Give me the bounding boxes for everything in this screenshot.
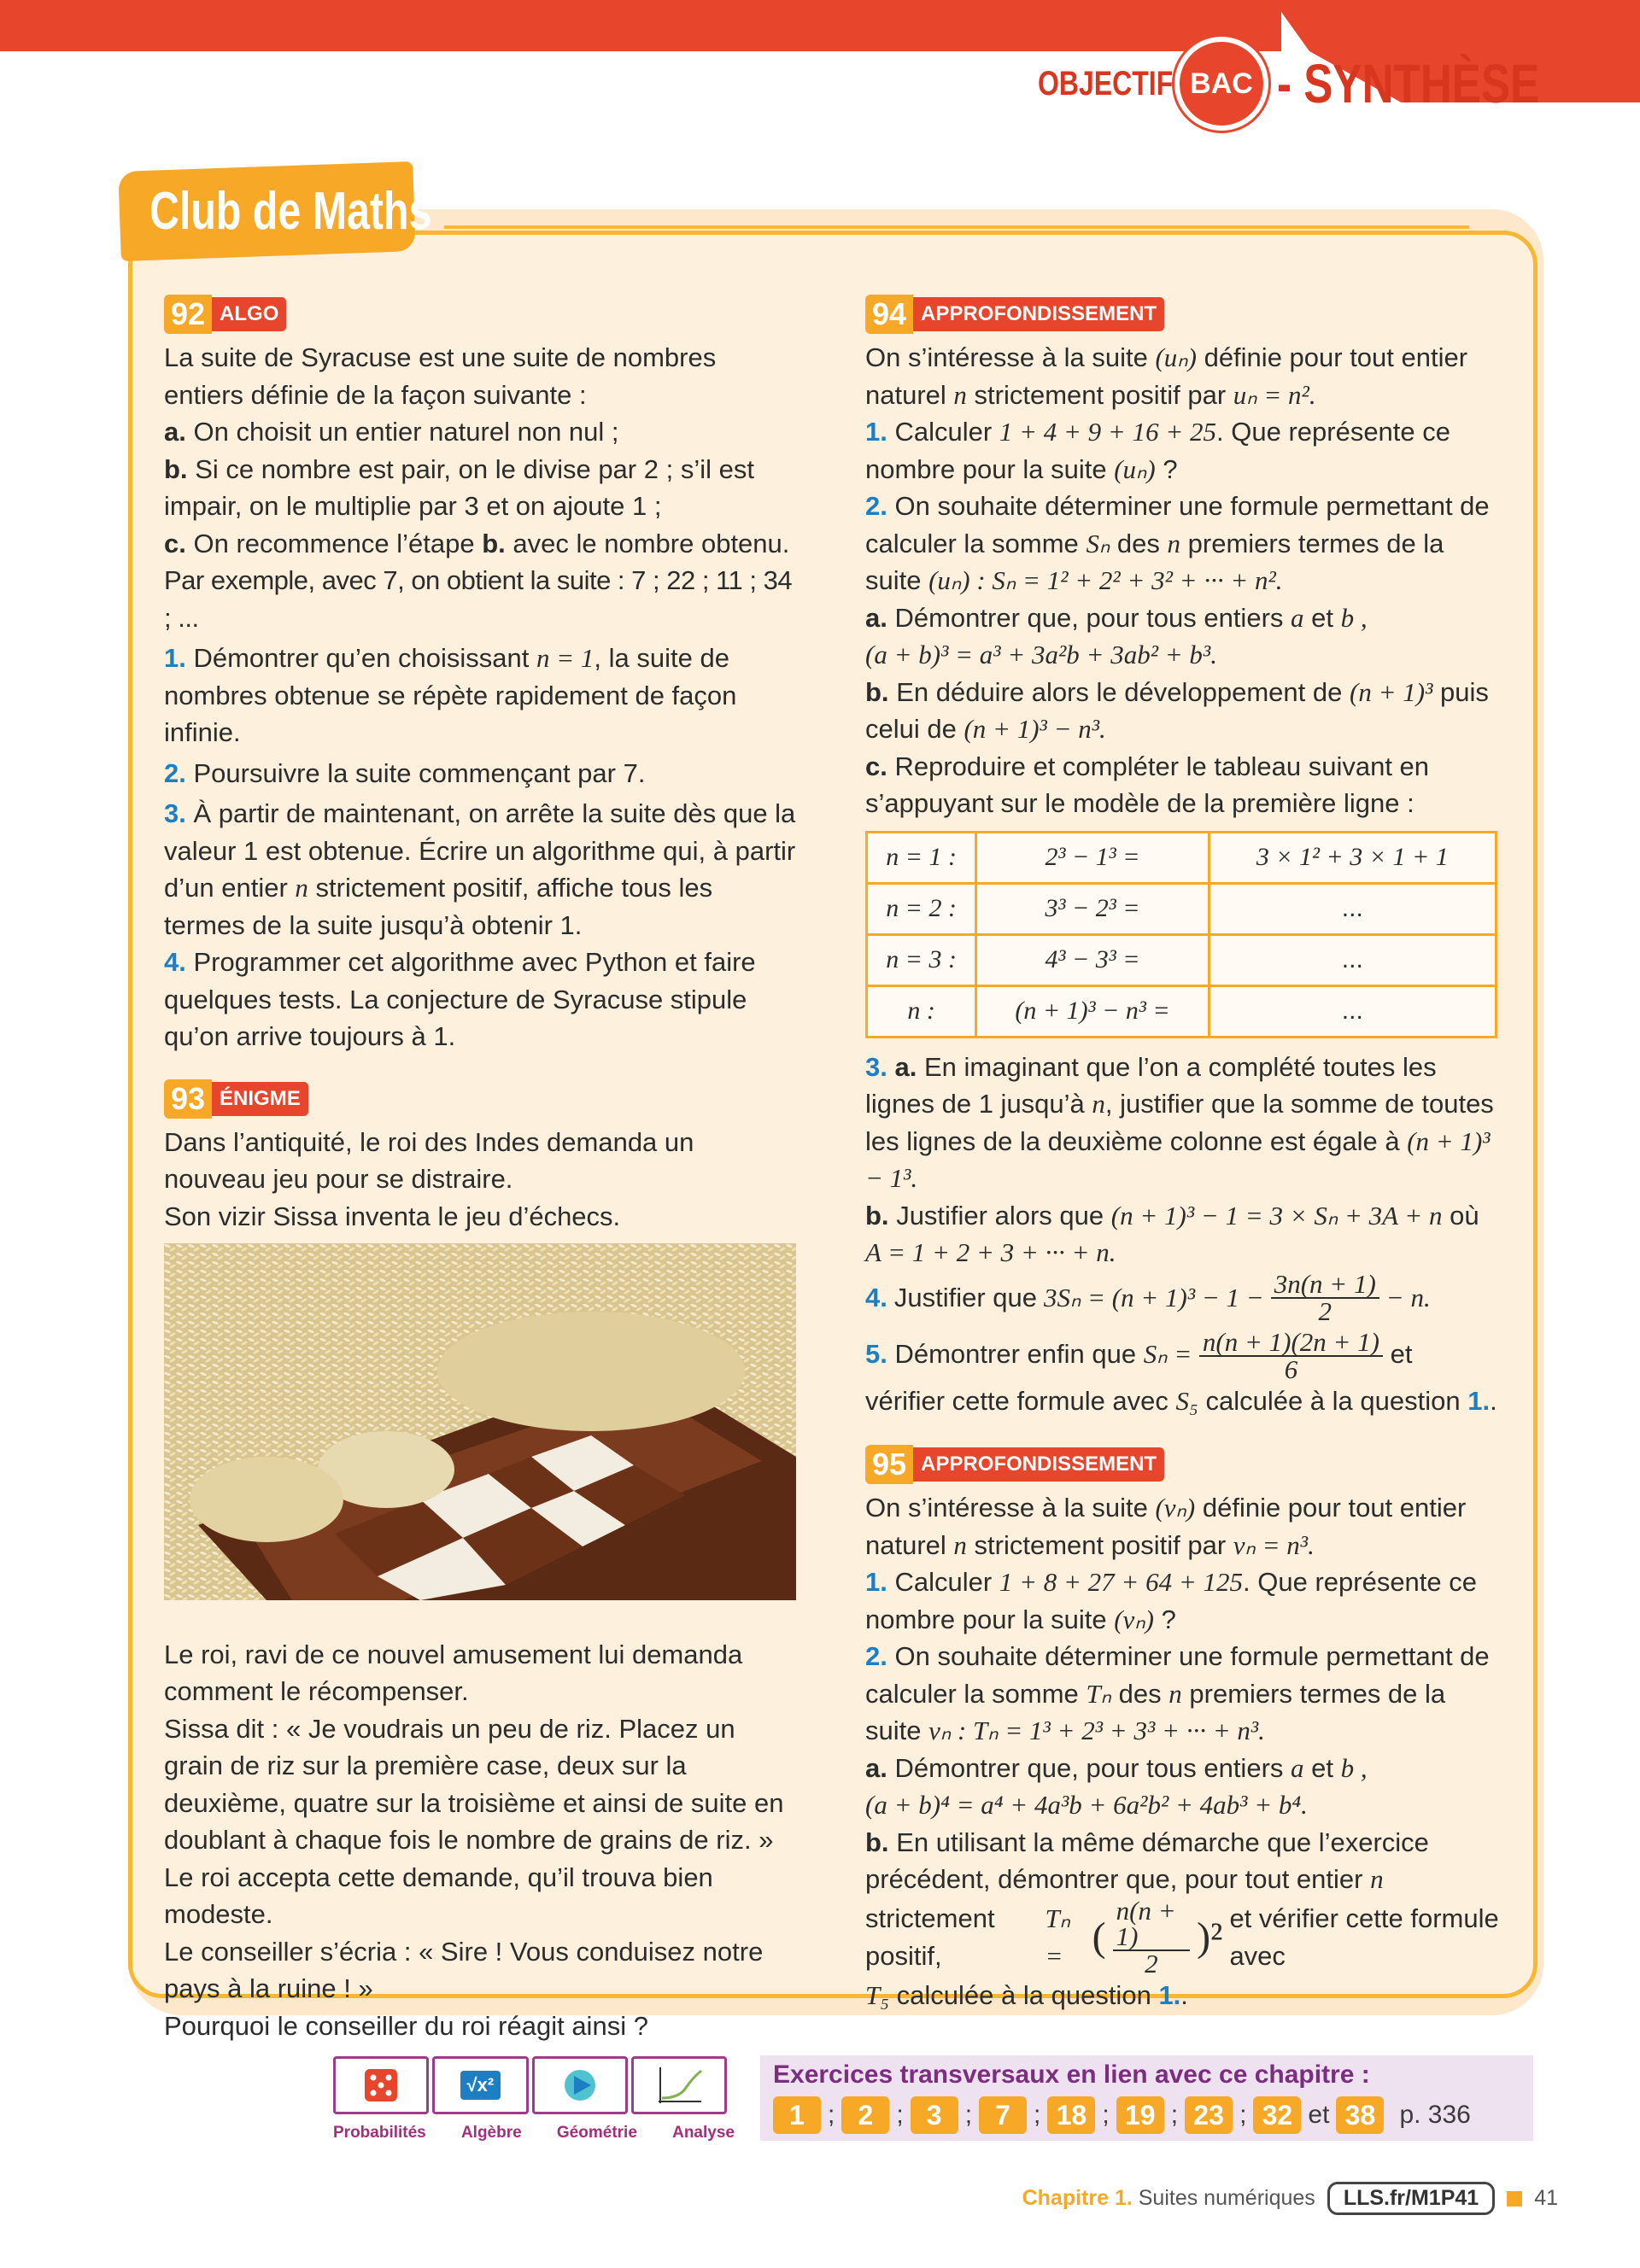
page-marker-icon <box>1507 2191 1522 2207</box>
exercise-link[interactable]: 19 <box>1116 2096 1164 2134</box>
ex92-intro: La suite de Syracuse est une suite de nombres entiers définie de la façon suivante : <box>164 342 717 410</box>
exercise-link[interactable]: 32 <box>1253 2096 1301 2134</box>
ex94-c: c. Reproduire et compléter le tableau suivant en s’appuyant sur le modèle de la première ligne : <box>865 751 1430 818</box>
ex95-b-formula: strictement positif, Tₙ = ( n(n + 1) 2 )² et vérifier cette formule avec <box>865 1895 1499 1979</box>
right-column <box>865 295 1499 2014</box>
fraction: $\frac{n(n + 1)(2n + 1)}{6}$ <box>1199 1330 1383 1382</box>
exercise-number: 95 <box>865 1445 913 1484</box>
chapter-title: Suites numériques <box>1138 2186 1315 2210</box>
exercise-kind: APPROFONDISSEMENT <box>913 297 1164 331</box>
fraction: n(n + 1) 2 <box>1113 1898 1190 1977</box>
rice-chessboard-photo <box>164 1243 796 1600</box>
ex92-example: Par exemple, avec 7, on obtient la suite : 7 ; 22 ; 11 ; 34 ; ... <box>164 565 793 633</box>
exercise-link[interactable]: 1 <box>773 2096 821 2134</box>
transversal-links: 1 ; 2 ; 3 ; 7 ; 18 ; 19 ; 23 ; 32 et 38 p. 336 <box>773 2096 1471 2134</box>
ex94-q4: 4. Justifier que 3Sₙ = (n + 1)³ − 1 − $\frac{3n(n + 1)}{2}$ − n. <box>865 1268 1431 1326</box>
exercise-93-badge <box>164 1079 798 1119</box>
exercise-number: 94 <box>865 295 913 334</box>
exercise-kind: ÉNIGME <box>212 1082 308 1116</box>
exercise-link[interactable]: 38 <box>1336 2096 1384 2134</box>
ex94-a: a. Démontrer que, pour tous entiers a et b , (a + b)³ = a³ + 3a²b + 3ab² + b³. <box>865 602 1368 669</box>
exercise-link[interactable]: 2 <box>841 2096 889 2134</box>
chapter-label: Chapitre 1. <box>1022 2186 1133 2210</box>
fraction: $\frac{3n(n + 1)}{2}$ <box>1271 1271 1379 1324</box>
table-row: n = 3 : 4³ − 3³ = ... <box>867 934 1496 985</box>
exercise-link[interactable]: 18 <box>1047 2096 1095 2134</box>
exercise-link[interactable]: 7 <box>979 2096 1027 2134</box>
ex94-q1: 1. Calculer 1 + 4 + 9 + 16 + 25. Que représente ce nombre pour la suite (uₙ) ? <box>865 417 1451 484</box>
top-banner <box>0 0 1281 51</box>
ex94-intro: On s’intéresse à la suite (uₙ) définie pour tout entier naturel n strictement positif par uₙ = n². <box>865 342 1468 410</box>
geometry-icon[interactable] <box>532 2056 628 2114</box>
table-row: n = 1 : 2³ − 1³ = 3 × 1² + 3 × 1 + 1 <box>867 832 1496 883</box>
synthese-title: - SYNTHÈSE <box>1277 53 1540 114</box>
table-row: n = 2 : 3³ − 2³ = ... <box>867 883 1496 934</box>
exercise-kind: APPROFONDISSEMENT <box>913 1447 1164 1482</box>
ex95-a: a. Démontrer que, pour tous entiers a et b , (a + b)⁴ = a⁴ + 4a³b + 6a²b² + 4ab³ + b⁴. <box>865 1752 1368 1820</box>
ex92-q2: 2. Poursuivre la suite commençant par 7. <box>164 757 646 788</box>
club-title: Club de Maths <box>149 182 432 241</box>
club-title-rule <box>444 225 1469 229</box>
ex94-b: b. En déduire alors le développement de (n + 1)³ puis celui de (n + 1)³ − n³. <box>865 676 1489 744</box>
ex94-q3b: b. Justifier alors que (n + 1)³ − 1 = 3 × Sₙ + 3A + n où A = 1 + 2 + 3 + ··· + n. <box>865 1200 1479 1267</box>
transversal-title: Exercices transversaux en lien avec ce chapitre : <box>773 2060 1370 2089</box>
lls-link[interactable]: LLS.fr/M1P41 <box>1327 2182 1495 2215</box>
ex92-q1: 1. Démontrer qu’en choisissant n = 1, la suite de nombres obtenue se répète rapidement de façon infinie. <box>164 643 737 747</box>
ex95-intro: On s’intéresse à la suite (vₙ) définie pour tout entier naturel n strictement positif par vₙ = n³. <box>865 1493 1467 1560</box>
objectif-label: OBJECTIF <box>1038 64 1174 102</box>
exercise-link[interactable]: 23 <box>1185 2096 1233 2134</box>
exercise-kind: ALGO <box>212 297 286 331</box>
ex93-p6: Le conseiller s’écria : « Sire ! Vous conduisez notre pays à la ruine ! » <box>164 1936 764 2003</box>
ex93-p3: Le roi, ravi de ce nouvel amusement lui demanda comment le récompenser. <box>164 1639 743 1706</box>
ex93-p2: Son vizir Sissa inventa le jeu d’échecs. <box>164 1201 621 1231</box>
ex95-b-end: T₅ calculée à la question 1.. <box>865 1979 1188 2010</box>
ex93-p1: Dans l’antiquité, le roi des Indes demanda un nouveau jeu pour se distraire. <box>164 1126 694 1194</box>
page-number: 41 <box>1534 2186 1558 2210</box>
domain-puzzle-icons <box>333 2056 730 2112</box>
dice-icon[interactable] <box>333 2056 429 2114</box>
table-row: n : (n + 1)³ − n³ = ... <box>867 985 1496 1037</box>
exercise-link[interactable]: 3 <box>911 2096 958 2134</box>
algebra-icon[interactable]: √x² <box>432 2056 528 2114</box>
ex92-c: c. On recommence l’étape b. avec le nombre obtenu. <box>164 528 790 558</box>
analysis-icon[interactable] <box>631 2056 727 2114</box>
ex95-b: b. En utilisant la même démarche que l’exercice précédent, démontrer que, pour tout entier n <box>865 1827 1429 1894</box>
ex94-q3a: 3. a. En imaginant que l’on a complété toutes les lignes de 1 jusqu’à n, justifier que la somme de toutes les lignes de la deuxième colonne est égale à (n + 1)³ − 1³. <box>865 1051 1494 1193</box>
ex93-p7: Pourquoi le conseiller du roi réagit ainsi ? <box>164 2010 648 2041</box>
ex92-q4: 4. Programmer cet algorithme avec Python et faire quelques tests. La conjecture de Syracuse stipule qu’on arrive toujours à 1. <box>164 947 756 1051</box>
ex92-b: b. Si ce nombre est pair, on le divise par 2 ; s’il est impair, on le multiplie par 3 et on ajoute 1 ; <box>164 453 754 521</box>
bac-badge: BAC <box>1174 37 1268 131</box>
section-header <box>1038 50 1605 118</box>
ex92-a: a. On choisit un entier naturel non nul ; <box>164 417 619 447</box>
ex94-q2: 2. On souhaite déterminer une formule permettant de calculer la somme Sₙ des n premiers termes de la suite (uₙ) : Sₙ = 1² + 2² + 3² + ··· + n². <box>865 491 1490 595</box>
ex95-q1: 1. Calculer 1 + 8 + 27 + 64 + 125. Que représente ce nombre pour la suite (vₙ) ? <box>865 1567 1478 1634</box>
exercise-number: 93 <box>164 1079 212 1119</box>
ex93-p4: Sissa dit : « Je voudrais un peu de riz. Placez un grain de riz sur la première case, deux sur la deuxième, quatre sur la troisième et ainsi de suite en doublant à chaque fois le nombre de grains de riz. » <box>164 1713 784 1855</box>
ex94-q5: 5. Démontrer enfin que Sₙ = $\frac{n(n + 1)(2n + 1)}{6}$ et vérifier cette formule avec S₅ calculée à la question 1.. <box>865 1326 1497 1416</box>
ex92-q3: 3. À partir de maintenant, on arrête la suite dès que la valeur 1 est obtenue. Écrire un algorithme qui, à partir d’un entier n strictement positif, affiche tous les termes de la suite jusqu’à obtenir 1. <box>164 798 796 940</box>
domain-labels: Probabilités Algèbre Géométrie Analyse <box>333 2124 735 2142</box>
page-footer <box>1022 2182 1558 2215</box>
exercise-94-badge <box>865 295 1499 334</box>
exercise-number: 92 <box>164 295 212 334</box>
page-reference: p. 336 <box>1399 2101 1471 2129</box>
ex94-table <box>865 831 1497 1038</box>
left-column <box>164 295 798 2044</box>
ex95-q2: 2. On souhaite déterminer une formule permettant de calculer la somme Tₙ des n premiers termes de la suite vₙ : Tₙ = 1³ + 2³ + 3³ + ··· + n³. <box>865 1641 1490 1745</box>
ex93-p5: Le roi accepta cette demande, qu’il trouva bien modeste. <box>164 1862 713 1929</box>
exercise-92-badge <box>164 295 798 334</box>
exercise-95-badge <box>865 1445 1499 1484</box>
